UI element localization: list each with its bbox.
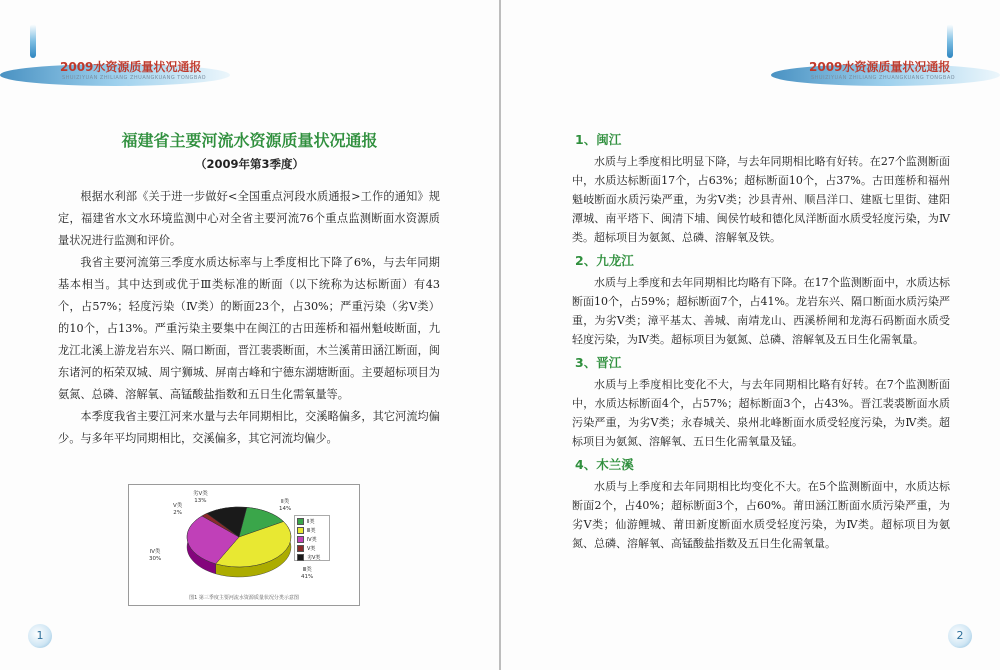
section-text: 水质与上季度和去年同期相比均变化不大。在5个监测断面中，水质达标断面2个，占40%；超标断面3个，占60%。莆田涵江断面水质污染严重，为劣Ⅴ类；仙游鲤城、莆田新度断面水质受轻度污染，为Ⅳ类。超标项目为氨氮、总磷、溶解氧、高锰酸盐指数及五日生化需氧量。: [572, 480, 950, 550]
legend-item: Ⅲ类: [297, 526, 327, 534]
legend-item: Ⅱ类: [297, 517, 327, 525]
legend-item: 劣Ⅴ类: [297, 553, 327, 561]
pie-chart-figure: [128, 484, 360, 606]
legend-item: Ⅳ类: [297, 535, 327, 543]
report-subtitle: （2009年第3季度）: [194, 157, 304, 171]
paragraph: 根据水利部《关于进一步做好<全国重点河段水质通报>工作的通知》规定，福建省水文水环境监测中心对全省主要河流76个重点监测断面水资源质量状况进行监测和评价。: [58, 190, 440, 247]
label-class-ii: Ⅱ类 14%: [279, 499, 292, 512]
chart-legend: [294, 515, 330, 561]
label-class-iii: Ⅲ类 41%: [301, 567, 314, 580]
brand-subtitle: SHUIZIYUAN ZHILIANG ZHUANGKUANG TONGBAO: [811, 75, 956, 81]
intro-text: [58, 186, 440, 450]
section-heading: 2、九龙江: [575, 253, 634, 268]
brand-title: 2009水资源质量状况通报: [809, 60, 951, 74]
header-decoration: [0, 30, 499, 90]
section-heading: 4、木兰溪: [575, 457, 634, 472]
page-number: 1: [28, 624, 52, 648]
water-drop-icon: [30, 24, 36, 58]
section-heading: 3、晋江: [575, 355, 622, 370]
label-class-v: Ⅴ类 2%: [173, 503, 183, 516]
paragraph: 我省主要河流第三季度水质达标率与上季度相比下降了6%，与去年同期基本相当。其中达到或优于Ⅲ类标准的断面（以下统称为达标断面）有43个，占57%；轻度污染（Ⅳ类）的断面23个，占30%；严重污染（劣Ⅴ类）的10个，占13%。严重污染主要集中在闽江的古田莲桥和福州魁岐断面，九龙江北溪上游龙岩东兴、隔口断面，晋江裴裘断面，木兰溪莆田涵江断面，闽东诸河的柘荣双城、周宁狮城、屏南古峰和宁德东湖塘断面。主要超标项目为氨氮、总磷、溶解氧、高锰酸盐指数和五日生化需氧量等。: [58, 256, 440, 401]
legend-item: Ⅴ类: [297, 544, 327, 552]
brand-title: 2009水资源质量状况通报: [60, 60, 202, 74]
brand-subtitle: SHUIZIYUAN ZHILIANG ZHUANGKUANG TONGBAO: [62, 75, 207, 81]
river-sections: [572, 128, 950, 555]
page-number: 2: [948, 624, 972, 648]
section-text: 水质与上季度相比明显下降，与去年同期相比略有好转。在27个监测断面中，水质达标断面17个，占63%；超标断面10个，占37%。古田莲桥和福州魁岐断面水质污染严重，为劣Ⅴ类；沙县青州、顺昌洋口、建瓯七里街、建阳潭城、南平塔下、闽清下埔、闽侯竹岐和德化凤洋断面水质受轻度污染，为Ⅳ类。超标项目为氨氮、总磷、溶解氧及铁。: [572, 155, 950, 244]
section-text: 水质与上季度相比变化不大，与去年同期相比略有好转。在7个监测断面中，水质达标断面4个，占57%；超标断面3个，占43%。晋江裴裘断面水质污染严重，为劣Ⅴ类；永春城关、泉州北峰断面水质受轻度污染，为Ⅳ类。超标项目为氨氮、溶解氧、五日生化需氧量及锰。: [572, 378, 950, 448]
water-drop-icon: [947, 24, 953, 58]
header-decoration: [501, 30, 1000, 90]
paragraph: 本季度我省主要江河来水量与去年同期相比，交溪略偏多，其它河流均偏少。与多年平均同期相比，交溪偏多，其它河流均偏少。: [58, 410, 440, 445]
figure-caption: 图1 第三季度主要河流水资源质量状况分类示意图: [189, 595, 299, 601]
label-class-lv: 劣Ⅴ类 13%: [193, 491, 208, 504]
section-heading: 1、闽江: [575, 132, 622, 147]
report-title: 福建省主要河流水资源质量状况通报: [121, 131, 378, 150]
section-text: 水质与上季度和去年同期相比均略有下降。在17个监测断面中，水质达标断面10个，占59%；超标断面7个，占41%。龙岩东兴、隔口断面水质污染严重，为劣Ⅴ类；漳平基太、善城、南靖龙山、西溪桥闸和龙海石码断面水质受轻度污染，为Ⅳ类。超标项目为氨氮、总磷、溶解氧及五日生化需氧量。: [572, 276, 950, 346]
label-class-iv: Ⅳ类 30%: [149, 549, 162, 562]
